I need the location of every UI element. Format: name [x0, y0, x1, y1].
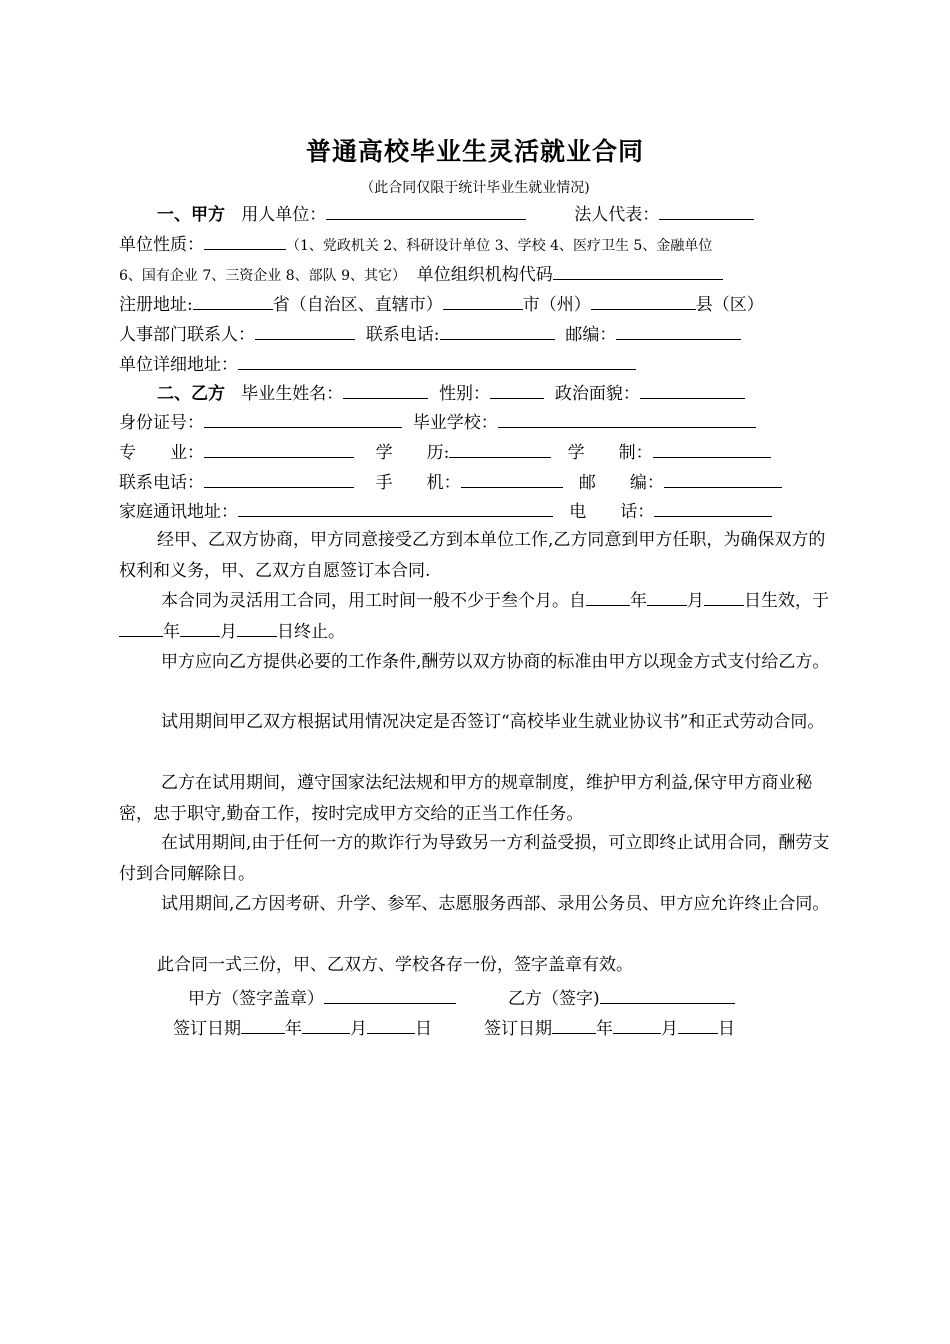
- party-b-line-1: [157, 381, 745, 405]
- city-label: 市（州）: [522, 295, 591, 315]
- clause-3: 甲方应向乙方提供必要的工作条件,酬劳以双方协商的标准由甲方以现金方式支付给乙方。: [161, 652, 830, 672]
- home-address-field[interactable]: [238, 499, 553, 517]
- unit-nature-line: [119, 232, 712, 257]
- clause-4: 试用期间甲乙双方根据试用情况决定是否签订“高校毕业生就业协议书”和正式劳动合同。: [161, 712, 825, 732]
- grad-name-label: 毕业生姓名：: [241, 384, 344, 404]
- a-date-label: 签订日期: [173, 1019, 241, 1039]
- clause-1: 经甲、乙双方协商，甲方同意接受乙方到本单位工作,乙方同意到甲方任职，为确保双方的权利和义务，甲、乙双方自愿签订本合同.: [119, 530, 826, 581]
- hr-contact-label: 人事部门联系人：: [119, 325, 255, 345]
- start-year-label: 年: [630, 591, 647, 611]
- province-label: 省（自治区、直辖市）: [272, 295, 443, 315]
- tel-label: 电 话：: [569, 502, 655, 522]
- clause-5: 乙方在试用期间，遵守国家法纪法规和甲方的规章制度，维护甲方利益,保守甲方商业秘密，忠于职守,勤奋工作，按时完成甲方交给的正当工作任务。: [119, 773, 813, 824]
- county-field[interactable]: [591, 292, 696, 310]
- party-a-sign-field[interactable]: [324, 986, 456, 1004]
- home-address-line: [119, 499, 772, 523]
- a-date-day-field[interactable]: [367, 1016, 415, 1034]
- b-phone-label: 联系电话：: [119, 473, 204, 493]
- start-month-label: 月: [687, 591, 704, 611]
- clause-2-text-a: 本合同为灵活用工合同，用工时间一般不少于叁个月。自: [161, 591, 586, 611]
- duration-field[interactable]: [653, 440, 771, 458]
- a-date-month-label: 月: [350, 1019, 367, 1039]
- clause-7: 试用期间,乙方因考研、升学、参军、志愿服务西部、录用公务员、甲方应允许终止合同。: [161, 894, 830, 914]
- city-field[interactable]: [443, 292, 523, 310]
- mobile-label: 手 机：: [375, 473, 461, 493]
- sign-date-line: [173, 1016, 735, 1040]
- home-address-label: 家庭通讯地址：: [119, 502, 238, 522]
- political-label: 政治面貌：: [554, 384, 640, 404]
- major-line: [119, 440, 771, 464]
- unit-nature-label: 单位性质：: [119, 235, 204, 255]
- party-a-heading: 一、甲方: [157, 205, 225, 225]
- contract-subtitle: （此合同仅限于统计毕业生就业情况): [360, 180, 590, 196]
- tel-field[interactable]: [654, 499, 772, 517]
- org-code-label: 单位组织机构代码: [416, 265, 553, 285]
- unit-nature-options-2: 6、国有企业 7、三资企业 8、部队 9、其它）: [119, 268, 406, 284]
- b-phone-field[interactable]: [204, 470, 354, 488]
- detail-address-field[interactable]: [238, 352, 636, 370]
- clause-2-text-c: 日终止。: [277, 622, 345, 642]
- b-phone-line: [119, 470, 782, 494]
- b-postcode-field[interactable]: [664, 470, 782, 488]
- detail-address-label: 单位详细地址：: [119, 355, 238, 375]
- clause-2-text-b: 生效，于: [761, 591, 829, 611]
- party-a-line-1: [157, 202, 754, 226]
- a-postcode-field[interactable]: [616, 322, 741, 340]
- legal-rep-field[interactable]: [659, 202, 754, 220]
- signature-line: [188, 986, 735, 1010]
- party-b-heading: 二、乙方: [157, 384, 225, 404]
- education-field[interactable]: [449, 440, 551, 458]
- political-field[interactable]: [640, 381, 745, 399]
- b-date-year-field[interactable]: [552, 1016, 596, 1034]
- unit-nature-field[interactable]: [204, 232, 286, 250]
- a-date-year-label: 年: [285, 1019, 302, 1039]
- contract-title: 普通高校毕业生灵活就业合同: [305, 137, 644, 166]
- reg-address-label: 注册地址:: [119, 295, 193, 315]
- start-day-label: 日: [744, 591, 761, 611]
- clause-2: [119, 586, 835, 648]
- detail-address-line: [119, 352, 636, 376]
- unit-nature-line-2: [119, 262, 723, 287]
- mobile-field[interactable]: [461, 470, 563, 488]
- end-day-field[interactable]: [237, 619, 277, 637]
- unit-nature-options-1: （1、党政机关 2、科研设计单位 3、学校 4、医疗卫生 5、金融单位: [286, 238, 713, 254]
- b-postcode-label: 邮 编：: [578, 473, 664, 493]
- party-a-sign-label: 甲方（签字盖章）: [188, 989, 324, 1009]
- start-year-field[interactable]: [586, 588, 630, 606]
- start-month-field[interactable]: [647, 588, 687, 606]
- id-school-line: [119, 410, 756, 434]
- b-date-month-field[interactable]: [613, 1016, 661, 1034]
- a-date-month-field[interactable]: [302, 1016, 350, 1034]
- employer-label: 用人单位：: [241, 205, 327, 225]
- end-month-label: 月: [220, 622, 237, 642]
- school-label: 毕业学校：: [412, 413, 498, 433]
- hr-contact-field[interactable]: [255, 322, 355, 340]
- b-date-year-label: 年: [596, 1019, 613, 1039]
- education-label: 学 历:: [375, 443, 450, 463]
- reg-address-line: [119, 292, 764, 316]
- b-date-month-label: 月: [661, 1019, 678, 1039]
- id-number-field[interactable]: [204, 410, 402, 428]
- legal-rep-label: 法人代表：: [574, 205, 660, 225]
- party-b-sign-field[interactable]: [600, 986, 735, 1004]
- b-date-label: 签订日期: [484, 1019, 552, 1039]
- end-year-label: 年: [163, 622, 180, 642]
- start-day-field[interactable]: [704, 588, 744, 606]
- grad-name-field[interactable]: [343, 381, 428, 399]
- party-b-sign-label: 乙方（签字): [508, 989, 600, 1009]
- id-number-label: 身份证号：: [119, 413, 204, 433]
- gender-label: 性别：: [439, 384, 491, 404]
- a-postcode-label: 邮编：: [565, 325, 617, 345]
- county-label: 县（区）: [695, 295, 764, 315]
- major-field[interactable]: [204, 440, 354, 458]
- a-phone-label: 联系电话:: [365, 325, 440, 345]
- duration-label: 学 制：: [567, 443, 653, 463]
- hr-contact-line: [119, 322, 741, 346]
- clause-6: 在试用期间,由于任何一方的欺诈行为导致另一方利益受损，可立即终止试用合同，酬劳支付到合同解除日。: [119, 833, 830, 884]
- b-date-day-field[interactable]: [678, 1016, 718, 1034]
- org-code-field[interactable]: [553, 262, 723, 280]
- major-label: 专 业：: [119, 443, 204, 463]
- province-field[interactable]: [193, 292, 273, 310]
- end-year-field[interactable]: [119, 619, 163, 637]
- a-phone-field[interactable]: [440, 322, 555, 340]
- a-date-day-label: 日: [415, 1019, 432, 1039]
- school-field[interactable]: [498, 410, 756, 428]
- clause-8: 此合同一式三份，甲、乙双方、学校各存一份，签字盖章有效。: [157, 955, 633, 975]
- end-month-field[interactable]: [180, 619, 220, 637]
- employer-field[interactable]: [326, 202, 526, 220]
- a-date-year-field[interactable]: [241, 1016, 285, 1034]
- gender-field[interactable]: [490, 381, 544, 399]
- b-date-day-label: 日: [718, 1019, 735, 1039]
